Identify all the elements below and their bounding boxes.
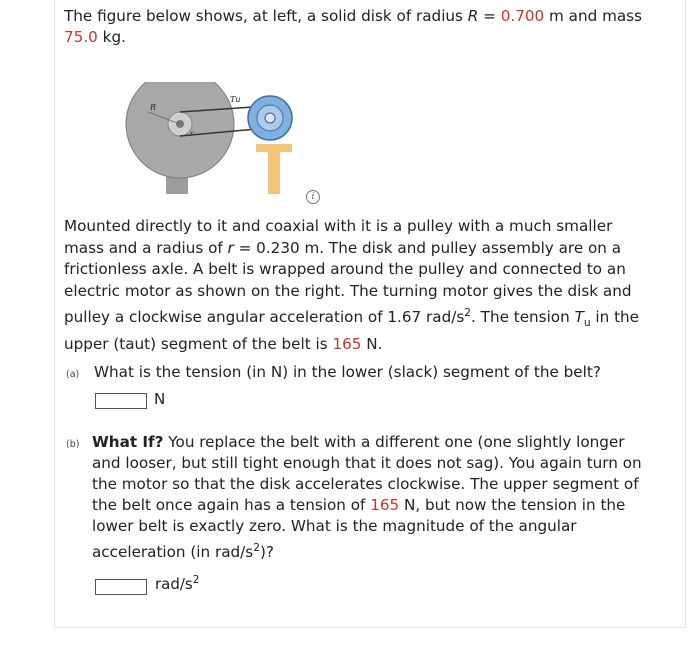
part-b-question: What If? You replace the belt with a different one (one slightly longer and looser, but still tight enough that it does not sag). You again turn on the motor so that the disk accelerates clockwise. The upper segment of the belt once again has a tension of 165 N, but now the tension in the lower belt is exactly zero. What is the magnitude of the angular acceleration (in rad/$s^2$)? [92, 433, 642, 562]
problem-text: Mounted directly to it and coaxial with it is a pulley with a much smaller mass and a radius of r = 0.230 m. The disk and pulley assembly are on a frictionless axle. A belt is wrapped around the pulley and connected to an electric motor as shown on the right. The turning motor gives the disk and pulley a clockwise angular acceleration of 1.67 rad/$s^2$. The tension $T_u$ in the upper (taut) segment of the belt is 165 N. [64, 217, 640, 354]
part-b-answer-input[interactable] [95, 579, 147, 595]
part-b-unit: rad/$s^2$ [155, 574, 200, 593]
motor-base-post [268, 152, 280, 194]
part-a-question: (a) What is the tension (in N) in the lower (slack) segment of the belt? [66, 362, 676, 385]
info-icon[interactable]: i [306, 190, 320, 204]
part-b-label: (b) [66, 439, 80, 450]
motor-shaft [265, 113, 275, 123]
part-a-unit: N [154, 390, 166, 408]
part-a-answer-input[interactable] [95, 393, 147, 409]
disk-motor-figure [118, 82, 318, 194]
motor-base-top [256, 144, 292, 152]
label-R: R [150, 103, 157, 112]
part-a-label: (a) [66, 369, 80, 380]
label-Tu: Tu [230, 95, 241, 104]
intro-text: The figure below shows, at left, a solid disk of radius R = 0.700 m and mass 75.0 kg. [64, 7, 642, 46]
label-r: r [190, 130, 194, 138]
